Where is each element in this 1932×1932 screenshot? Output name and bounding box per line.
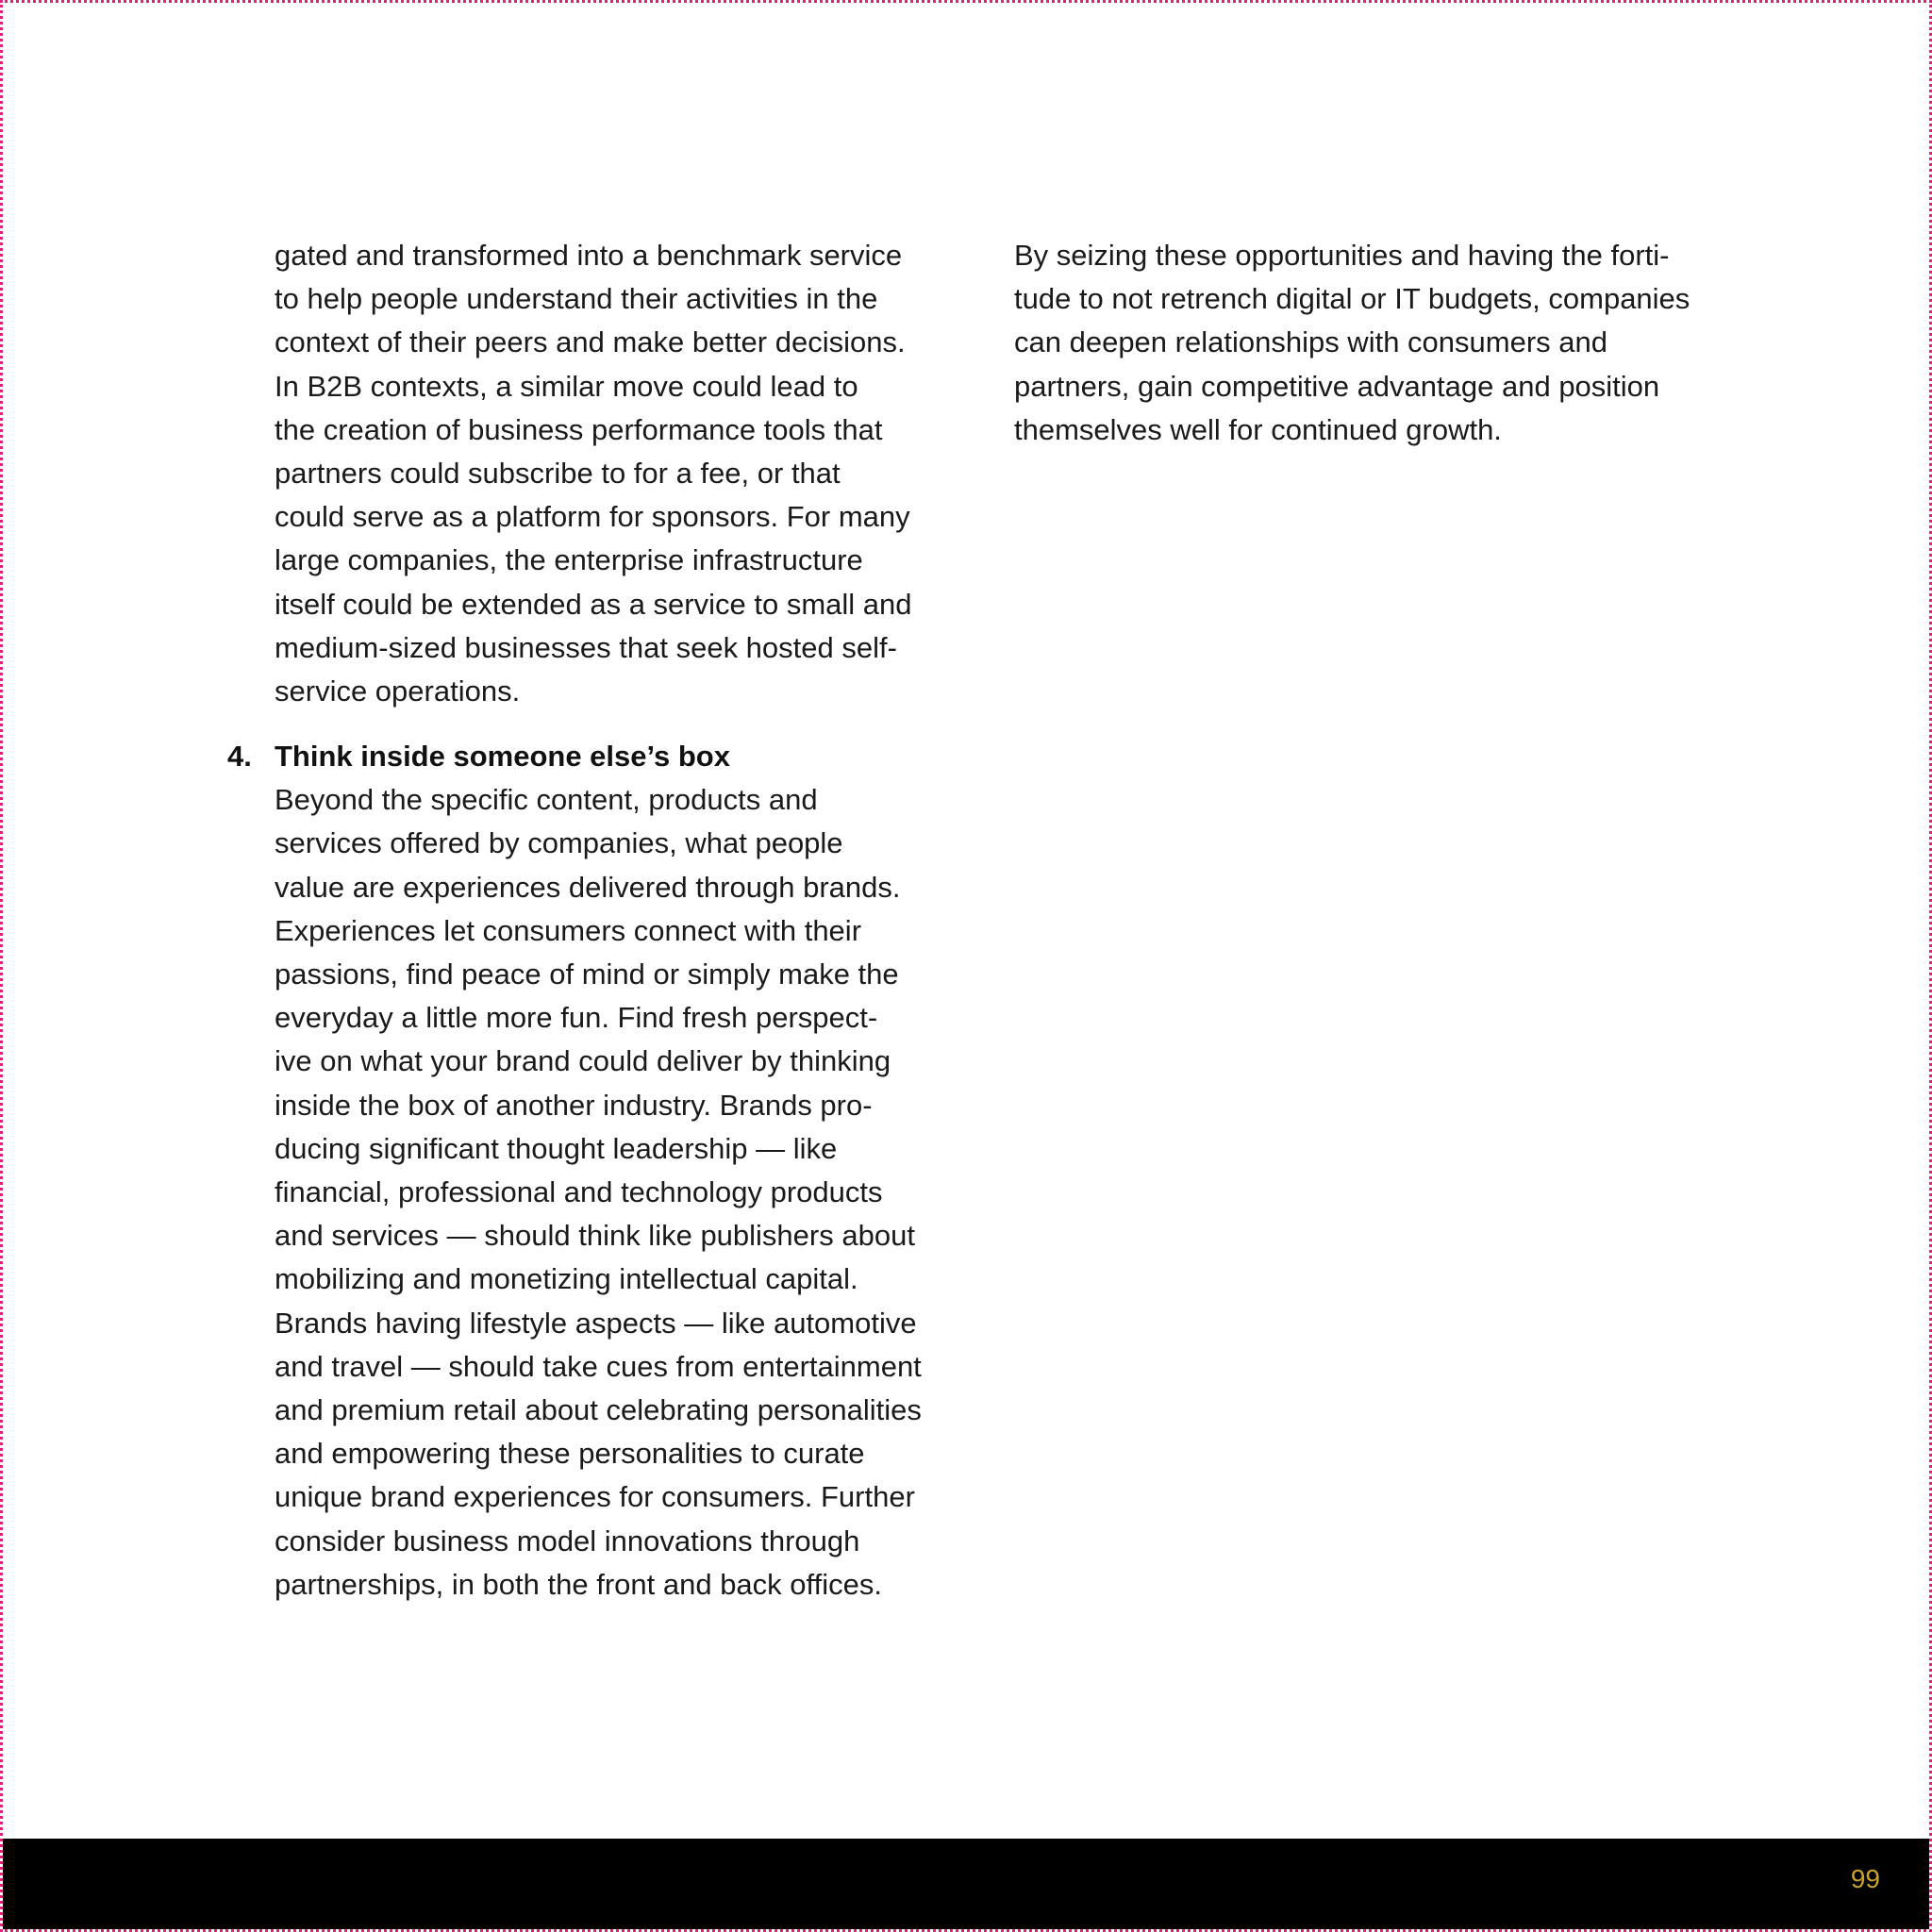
paragraph-line: the creation of business performance tools that bbox=[275, 412, 883, 446]
item-body-line: value are experiences delivered through brands. bbox=[275, 870, 901, 904]
item-body-line: ducing significant thought leadership — like bbox=[275, 1131, 838, 1165]
item-body-line: mobilizing and monetizing intellectual capital. bbox=[275, 1262, 858, 1296]
item-body-line: consider business model innovations through bbox=[275, 1524, 860, 1557]
item-body-line: and services — should think like publishers about bbox=[275, 1219, 915, 1253]
item-body-line: and travel — should take cues from entertainment bbox=[275, 1349, 922, 1383]
item-body-line: unique brand experiences for consumers. Further bbox=[275, 1480, 915, 1514]
item-body-line: Experiences let consumers connect with their bbox=[275, 913, 862, 947]
item-body-line: and premium retail about celebrating personalities bbox=[275, 1393, 922, 1427]
item-body-line: and empowering these personalities to curate bbox=[275, 1437, 865, 1471]
paragraph-line: medium-sized businesses that seek hosted self- bbox=[275, 630, 897, 664]
item-body-line: Brands having lifestyle aspects — like automotive bbox=[275, 1306, 917, 1340]
page-number: 99 bbox=[1850, 1864, 1880, 1893]
paragraph-line: partners, gain competitive advantage and position bbox=[1014, 369, 1660, 403]
item-body-line: services offered by companies, what people bbox=[275, 826, 843, 860]
item-body-line: passions, find peace of mind or simply make the bbox=[275, 958, 899, 991]
paragraph-line: tude to not retrench digital or IT budgets, companies bbox=[1014, 282, 1690, 316]
paragraph-line: In B2B contexts, a similar move could lead to bbox=[275, 369, 858, 403]
paragraph-line: service operations. bbox=[275, 675, 521, 708]
list-item-body bbox=[275, 735, 982, 1607]
paragraph-line: partners could subscribe to for a fee, or that bbox=[275, 457, 841, 491]
paragraph-line: context of their peers and make better decisions. bbox=[275, 325, 906, 359]
item-body-line: inside the box of another industry. Brands pro- bbox=[275, 1088, 873, 1122]
paragraph-line: gated and transformed into a benchmark service bbox=[275, 239, 903, 272]
paragraph-line: large companies, the enterprise infrastructure bbox=[275, 543, 863, 577]
item-body-line: Beyond the specific content, products and bbox=[275, 783, 818, 817]
item-body-line: ive on what your brand could deliver by thinking bbox=[275, 1044, 891, 1078]
paragraph-line: can deepen relationships with consumers and bbox=[1014, 325, 1607, 359]
item-body-line: everyday a little more fun. Find fresh perspect- bbox=[275, 1001, 878, 1035]
list-item-number: 4. bbox=[227, 740, 252, 773]
item-body-line: partnerships, in both the front and back offices. bbox=[275, 1567, 882, 1601]
footer-bar bbox=[3, 1839, 1929, 1929]
paragraph-line: By seizing these opportunities and having the forti- bbox=[1014, 239, 1670, 272]
paragraph-line: itself could be extended as a service to small and bbox=[275, 587, 912, 621]
paragraph-line: to help people understand their activities in the bbox=[275, 282, 878, 316]
item-body-line: financial, professional and technology products bbox=[275, 1175, 883, 1209]
paragraph-line: themselves well for continued growth. bbox=[1014, 412, 1502, 446]
right-column-paragraph bbox=[1014, 234, 1750, 452]
list-item-heading: Think inside someone else’s box bbox=[275, 740, 730, 773]
paragraph-line: could serve as a platform for sponsors. For many bbox=[275, 500, 910, 534]
left-column-paragraph bbox=[275, 234, 973, 713]
